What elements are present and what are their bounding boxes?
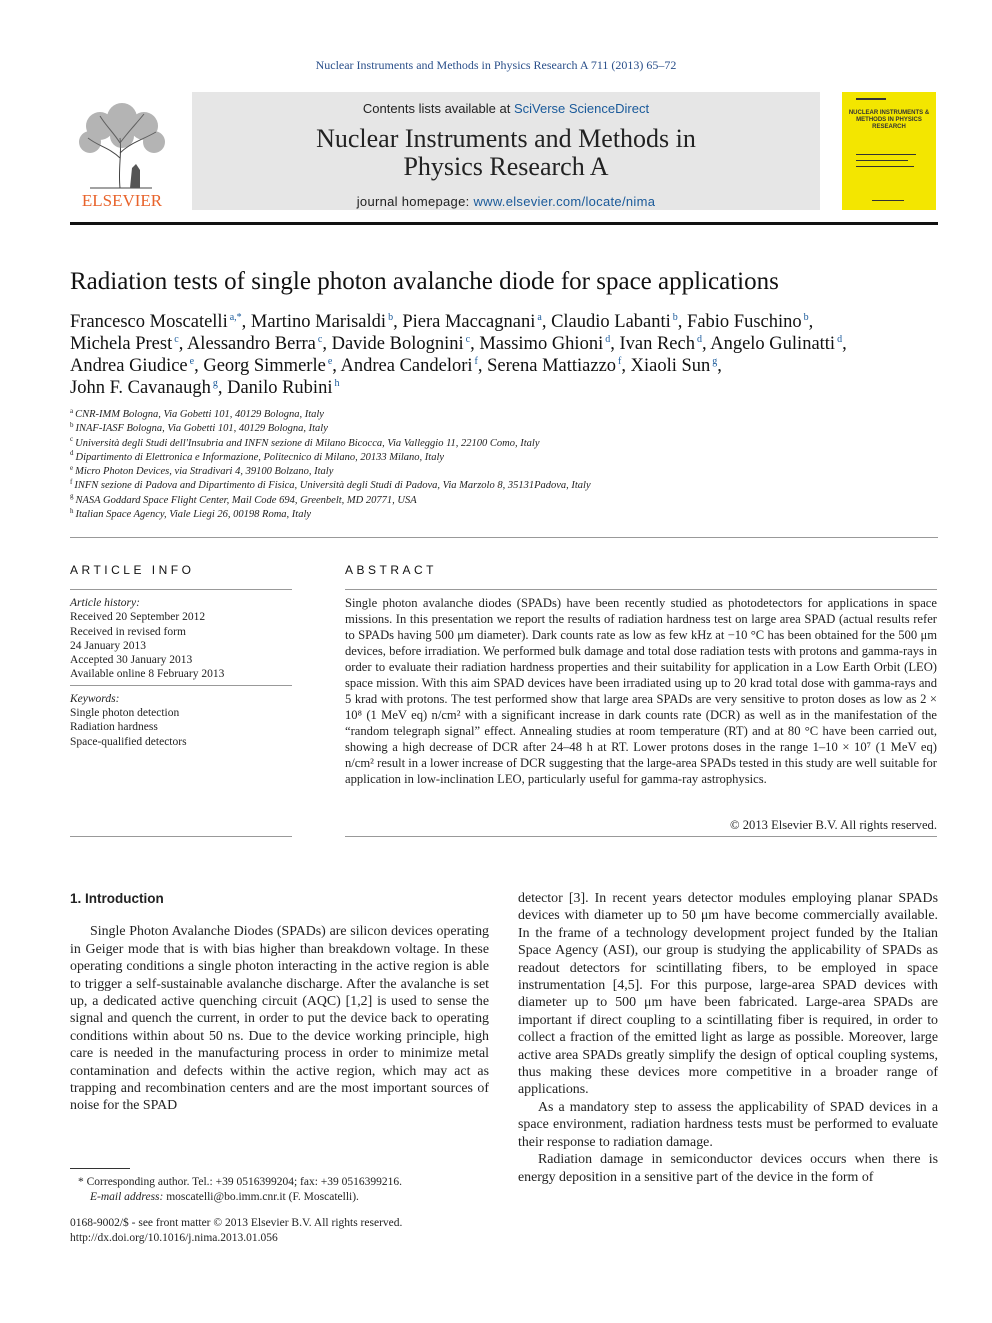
keyword: Radiation hardness: [70, 721, 158, 734]
author[interactable]: [479, 334, 619, 354]
author-separator: ,: [621, 356, 631, 376]
cover-rule: [856, 160, 908, 161]
author[interactable]: [619, 334, 710, 354]
author-affiliation-mark[interactable]: c: [174, 333, 179, 345]
history-item: Accepted 30 January 2013: [70, 654, 193, 667]
cover-title: NUCLEAR INSTRUMENTS & METHODS IN PHYSICS RESEARCH: [848, 110, 930, 130]
author-name: Francesco Moscatelli: [70, 312, 228, 332]
author[interactable]: [70, 356, 203, 376]
contents-prefix: Contents lists available at: [362, 101, 514, 116]
author-separator: ,: [178, 334, 187, 354]
publisher-wordmark: ELSEVIER: [81, 191, 163, 210]
history-item: Received in revised form: [70, 625, 186, 638]
history-item: Available online 8 February 2013: [70, 668, 225, 681]
author-separator: ,: [470, 334, 480, 354]
body-paragraph: As a mandatory step to assess the applicability of SPAD devices in a space environment, radiation hardness tests must be performed to evaluate their response to radiation damage.: [518, 1099, 938, 1150]
author-name: Martino Marisaldi: [250, 312, 387, 332]
author[interactable]: [187, 334, 332, 354]
author-affiliation-mark[interactable]: b: [672, 311, 678, 323]
author-name: Andrea Candelori: [340, 356, 473, 376]
cover-rule: [856, 166, 914, 167]
body-paragraph: detector [3]. In recent years detector modules employing planar SPADs devices with diameter up to 50 μm have become commercially available. In the frame of a technology development project funded by the Italian Space Agency (ASI), our group is studying the applicability of SPADs as readout detectors for scintillating fibers, to be employed in space instrumentation [4,5]. For this purpose, large-area SPAD devices with diameter up to 500 μm have been fabricated. Large-area SPADs are important if direct coupling to a scintillating fiber is required, in order to collect a fraction of the emitted light as large as possible. Moreover, large active area SPADs greatly simplify the design of optical coupling systems, thus making these devices more competitive in a broader range of applications.: [518, 891, 938, 1098]
author[interactable]: [203, 356, 340, 376]
author-name: Xiaoli Sun: [630, 356, 711, 376]
author-affiliation-mark[interactable]: b: [803, 311, 809, 323]
author-affiliation-mark[interactable]: g: [712, 355, 718, 367]
affiliation-text: Micro Photon Devices, via Stradivari 4, 39100 Bolzano, Italy: [75, 466, 334, 478]
cover-rule: [856, 154, 916, 155]
history-item: 24 January 2013: [70, 639, 147, 652]
author-name: Georg Simmerle: [203, 356, 326, 376]
author-affiliation-mark[interactable]: f: [618, 355, 622, 367]
author-separator: ,: [677, 312, 688, 332]
author-affiliation-mark[interactable]: d: [837, 333, 843, 345]
author-separator: ,: [194, 356, 204, 376]
author-name: Piera Maccagnani: [402, 312, 536, 332]
keywords-label: Keywords:: [70, 692, 120, 705]
author-name: Angelo Gulinatti: [710, 334, 836, 354]
divider: [345, 836, 937, 837]
affiliation-key: f: [70, 477, 73, 486]
body-paragraph: Single Photon Avalanche Diodes (SPADs) are silicon devices operating in Geiger mode that is with bias higher than breakdown voltage. In these operating conditions a single photon interacting in the active region is able to trigger a self-sustainable avalanche discharge. After the avalanche is set up, a dedicated active quenching circuit (AQC) [1,2] is used to sense the signal and quench the current, in order to put the device back to operating conditions within about 50 ns. Due to the device working principle, high care is needed in the manufacturing process in order to minimize metal contamination and defects within the active region, which may act as trapping and recombination centers and are the most important sources of noise for the SPAD: [70, 924, 489, 1114]
abstract-heading: ABSTRACT: [345, 563, 438, 577]
author[interactable]: [710, 334, 846, 354]
author[interactable]: [487, 356, 631, 376]
author-affiliation-mark[interactable]: h: [334, 377, 340, 389]
affiliation-text: CNR-IMM Bologna, Via Gobetti 101, 40129 Bologna, Italy: [75, 409, 324, 420]
footnote-rule: [70, 1168, 130, 1169]
sciencedirect-link[interactable]: SciVerse ScienceDirect: [513, 101, 650, 116]
author-separator: ,: [610, 334, 620, 354]
author-affiliation-mark[interactable]: c: [317, 333, 323, 345]
author-name: Danilo Rubini: [227, 378, 333, 398]
section-heading-introduction: 1. Introduction: [70, 891, 164, 906]
copyright-notice: © 2013 Elsevier B.V. All rights reserved.: [730, 818, 937, 832]
author-affiliation-mark[interactable]: b: [388, 311, 394, 323]
author-separator: ,: [701, 334, 711, 354]
author-affiliation-mark[interactable]: e: [189, 355, 195, 367]
affiliation: [70, 451, 938, 465]
author-separator: ,: [842, 334, 847, 354]
issn-line: 0168-9002/$ - see front matter © 2013 Elsevier B.V. All rights reserved.: [70, 1217, 403, 1229]
affiliation-key: g: [70, 492, 74, 501]
affiliation-key: c: [70, 435, 74, 444]
elsevier-logo[interactable]: [70, 98, 175, 210]
affiliation-key: a: [70, 406, 74, 415]
affiliation-text: Dipartimento di Elettronica e Informazione, Politecnico di Milano, 20133 Milano, Italy: [75, 451, 445, 463]
author-name: Andrea Giudice: [70, 356, 188, 376]
divider: [70, 537, 938, 538]
cover-rule: [872, 200, 904, 201]
divider: [70, 589, 292, 590]
author-name: Massimo Ghioni: [479, 334, 604, 354]
front-matter: [70, 1216, 402, 1245]
author[interactable]: [70, 334, 187, 354]
author-name: Serena Mattiazzo: [487, 356, 617, 376]
author[interactable]: [251, 312, 402, 332]
email-note: [78, 1190, 402, 1205]
author[interactable]: [227, 378, 339, 398]
affiliation-text: Università degli Studi dell'Insubria and INFN sezione di Milano Bicocca, Via Valleggio 11, 22100 Como, Italy: [75, 437, 540, 449]
affiliation-key: b: [70, 420, 74, 429]
email-label: E-mail address:: [90, 1190, 164, 1203]
author-separator: ,: [217, 378, 228, 398]
masthead: [70, 92, 938, 212]
journal-title-line1: Nuclear Instruments and Methods in: [316, 124, 696, 153]
homepage-prefix: journal homepage:: [356, 194, 474, 209]
journal-title[interactable]: [192, 125, 820, 181]
affiliation-key: e: [70, 463, 74, 472]
masthead-rule: [70, 222, 938, 225]
keyword: Space-qualified detectors: [70, 735, 187, 748]
journal-homepage-link[interactable]: www.elsevier.com/locate/nima: [473, 194, 656, 209]
affiliation-key: h: [70, 506, 74, 515]
body-column-left: [70, 890, 489, 1115]
author-affiliation-mark[interactable]: d: [605, 333, 611, 345]
affiliation-text: NASA Goddard Space Flight Center, Mail Code 694, Greenbelt, MD 20771, USA: [75, 494, 417, 506]
contents-line: [192, 101, 820, 116]
author-affiliation-mark[interactable]: a: [537, 311, 542, 323]
author-affiliation-mark[interactable]: e: [327, 355, 333, 367]
author-name: John F. Cavanaugh: [70, 378, 211, 398]
affiliation: [70, 408, 938, 422]
history-item: Received 20 September 2012: [70, 611, 206, 624]
author-separator: ,: [322, 334, 332, 354]
keyword: Single photon detection: [70, 707, 180, 720]
author-name: Ivan Rech: [619, 334, 695, 354]
author-separator: ,: [477, 356, 488, 376]
affiliation: [70, 437, 938, 451]
author-separator: ,: [808, 312, 814, 332]
article-info-heading: ARTICLE INFO: [70, 563, 195, 577]
author[interactable]: [402, 312, 551, 332]
author[interactable]: [631, 356, 722, 376]
affiliation: [70, 422, 938, 436]
footnotes: [78, 1175, 402, 1204]
article-title: Radiation tests of single photon avalanche diode for space applications: [70, 268, 779, 295]
author-separator: ,: [393, 312, 403, 332]
author-list: [70, 311, 938, 399]
affiliation-text: Italian Space Agency, Viale Liegi 26, 00198 Roma, Italy: [75, 509, 312, 521]
author-affiliation-mark[interactable]: a,*: [229, 311, 242, 323]
author[interactable]: [70, 378, 227, 398]
divider: [70, 685, 292, 686]
author[interactable]: [341, 356, 488, 376]
divider: [345, 589, 937, 590]
affiliation-text: INAF-IASF Bologna, Via Gobetti 101, 40129 Bologna, Italy: [75, 423, 328, 435]
author-affiliation-mark[interactable]: f: [474, 355, 478, 367]
author[interactable]: [551, 312, 687, 332]
author-separator: ,: [241, 312, 251, 332]
affiliation: [70, 508, 938, 522]
corresponding-author-note: * Corresponding author. Tel.: +39 0516399204; fax: +39 0516399216.: [78, 1176, 403, 1188]
author-separator: ,: [541, 312, 552, 332]
author[interactable]: [687, 312, 813, 332]
author-name: Michela Prest: [70, 334, 173, 354]
affiliation: [70, 465, 938, 479]
history-label: Article history:: [70, 597, 140, 609]
homepage-line: [192, 194, 820, 209]
author[interactable]: [332, 334, 480, 354]
article-info: [70, 596, 292, 749]
body-paragraph: Radiation damage in semiconductor devices occurs when there is energy deposition in a sensitive part of the device in the form of: [518, 1152, 938, 1185]
body-column-right: [518, 890, 938, 1186]
email-link[interactable]: moscatelli@bo.imm.cnr.it (F. Moscatelli).: [166, 1190, 359, 1203]
doi-link[interactable]: http://dx.doi.org/10.1016/j.nima.2013.01.056: [70, 1231, 278, 1244]
divider: [70, 836, 292, 837]
author-separator: ,: [332, 356, 341, 376]
author-name: Davide Bolognini: [331, 334, 464, 354]
author-name: Claudio Labanti: [551, 312, 671, 332]
affiliation: [70, 479, 938, 493]
affiliation-list: [70, 408, 938, 522]
author-name: Fabio Fuschino: [687, 312, 802, 332]
author-affiliation-mark[interactable]: d: [696, 333, 702, 345]
author-affiliation-mark[interactable]: g: [212, 377, 218, 389]
running-head[interactable]: Nuclear Instruments and Methods in Physics Research A 711 (2013) 65–72: [315, 58, 677, 72]
cover-rule: [856, 98, 886, 100]
journal-banner: [192, 92, 820, 210]
journal-title-line2: Physics Research A: [403, 152, 609, 181]
affiliation: [70, 494, 938, 508]
abstract-text: Single photon avalanche diodes (SPADs) have been recently studied as photodetectors for applications in space missions. In this presentation we report the results of radiation hardness test on large area SPAD (actual results refer to SPADs having 500 μm diameter). Dark counts rate as low as few kHz at −10 °C has been obtained for the 500 μm devices, before irradiation. We performed bulk damage and total dose radiation tests with protons and gamma-rays in order to evaluate their radiation hardness properties and their suitability for application in a Low Earth Orbit (LEO) space mission. With this aim SPAD devices have been irradiated using up to 20 krad total dose with gamma-rays and 5 krad with protons. The test performed show that large area SPADs are very sensitive to proton doses as low as 2 × 10⁸ (1 MeV eq) n/cm² with a significant increase in dark counts rate (DCR) as well as in the manifestation of the “random telegraph signal” effect. Annealing studies at room temperature (RT) and at 80 °C have been carried out, showing a high decrease of DCR after 24–48 h at RT. Lower protons doses in the range 1–10 × 10⁷ (1 MeV eq) n/cm² result in a lower increase of DCR suggesting that the large-area SPADs tested in this study are well suitable for application in low-inclination LEO, particularly useful for gamma-ray astrophysics.: [345, 596, 937, 786]
author[interactable]: [70, 312, 251, 332]
author-name: Alessandro Berra: [186, 334, 316, 354]
journal-cover-image[interactable]: [842, 92, 936, 210]
affiliation-key: d: [70, 449, 74, 458]
author-separator: ,: [717, 356, 722, 376]
affiliation-text: INFN sezione di Padova and Dipartimento di Fisica, Università degli Studi di Padova, Via Marzolo 8, 35131Padova, Italy: [74, 480, 591, 492]
author-affiliation-mark[interactable]: c: [465, 333, 471, 345]
